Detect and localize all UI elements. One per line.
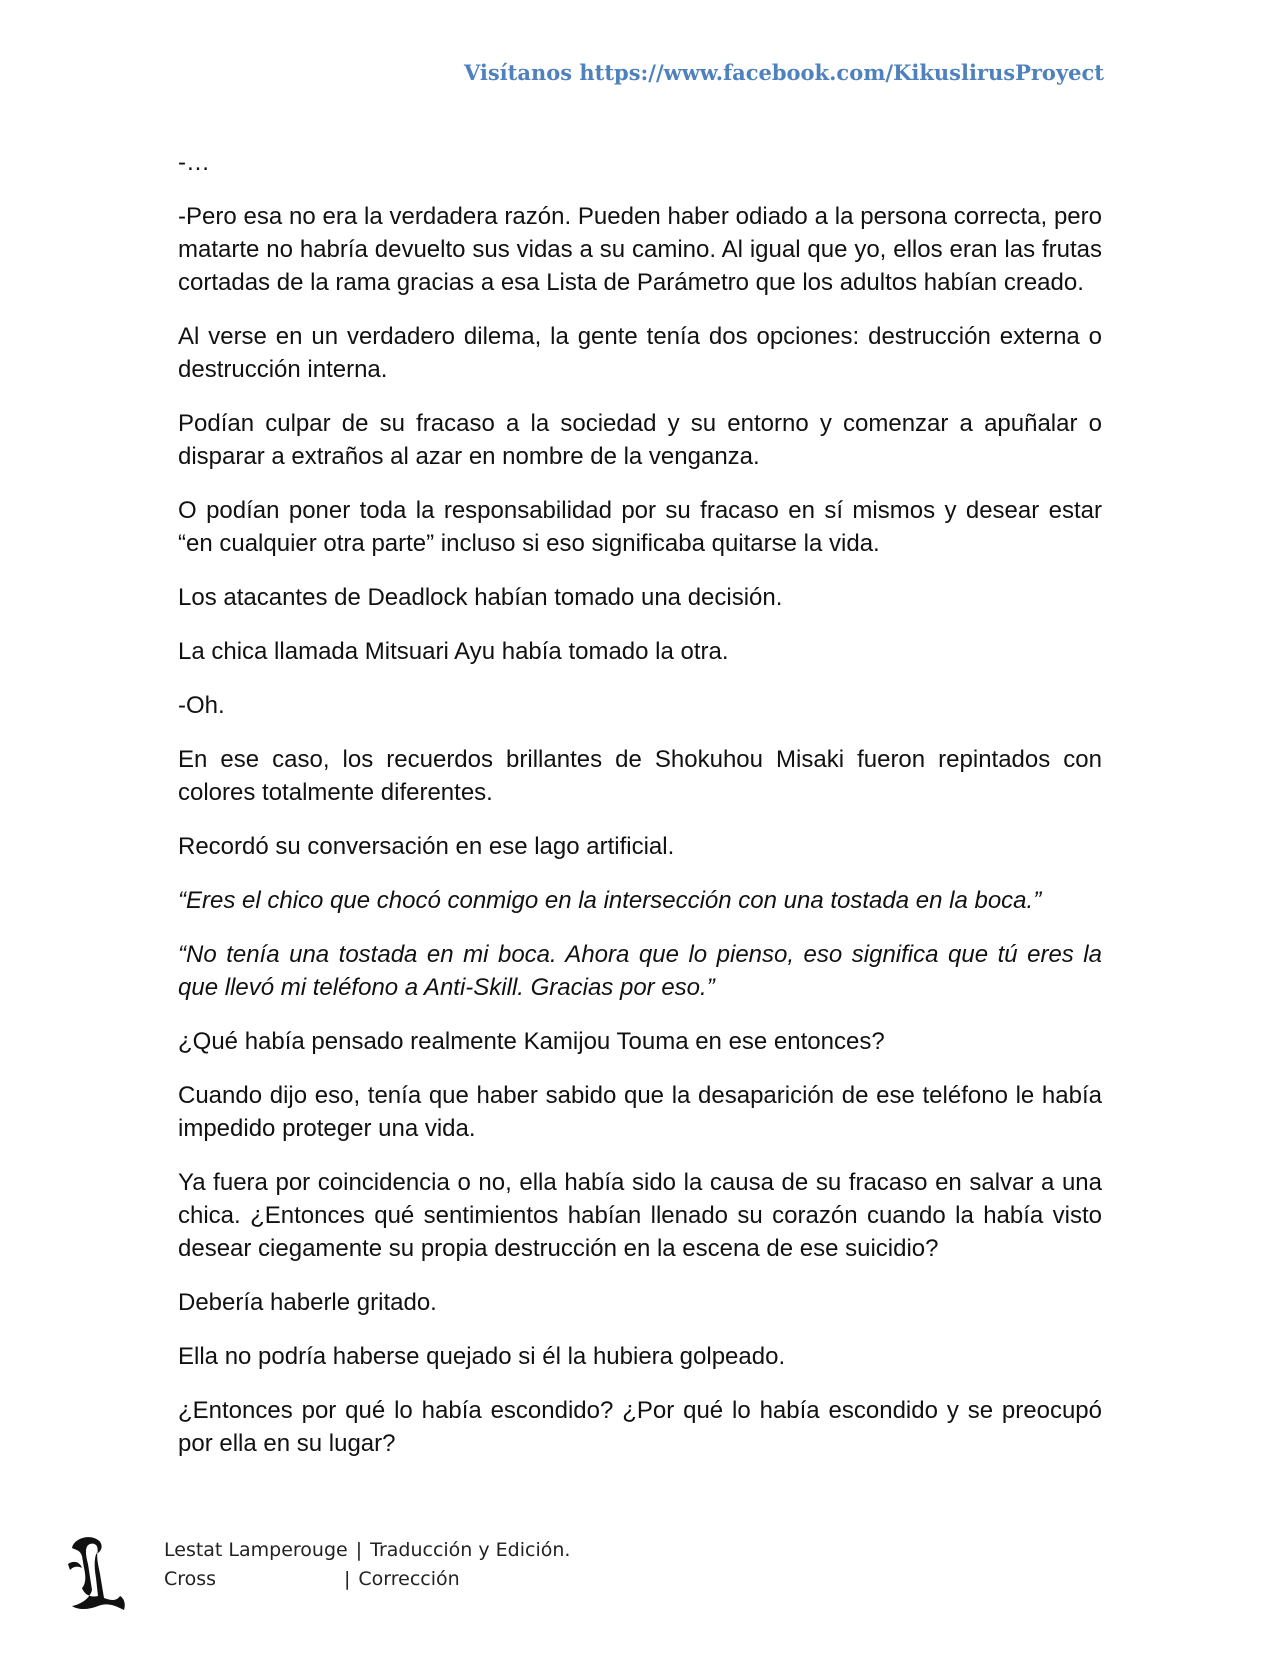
- paragraph: O podían poner toda la responsabilidad por su fracaso en sí mismos y desear estar “en cualquier otra parte” incluso si eso significaba quitarse la vida.: [178, 497, 1102, 557]
- credit-separator: |: [355, 1539, 363, 1561]
- footer-credit-row: [164, 1536, 570, 1565]
- paragraph: “Eres el chico que chocó conmigo en la intersección con una tostada en la boca.”: [178, 887, 1042, 914]
- paragraph: Podían culpar de su fracaso a la sociedad y su entorno y comenzar a apuñalar o disparar a extraños al azar en nombre de la venganza.: [178, 410, 1102, 470]
- document-body: [178, 146, 1102, 1481]
- paragraph: Al verse en un verdadero dilema, la gente tenía dos opciones: destrucción externa o destrucción interna.: [178, 323, 1102, 383]
- paragraph: Recordó su conversación en ese lago artificial.: [178, 833, 675, 860]
- credit-role: Traducción y Edición.: [370, 1539, 571, 1561]
- paragraph: Cuando dijo eso, tenía que haber sabido que la desaparición de ese teléfono le había impedido proteger una vida.: [178, 1082, 1102, 1142]
- paragraph: Los atacantes de Deadlock habían tomado una decisión.: [178, 584, 783, 611]
- paragraph: La chica llamada Mitsuari Ayu había tomado la otra.: [178, 638, 729, 665]
- paragraph: ¿Entonces por qué lo había escondido? ¿Por qué lo había escondido y se preocupó por ella en su lugar?: [178, 1397, 1102, 1457]
- paragraph: En ese caso, los recuerdos brillantes de Shokuhou Misaki fueron repintados con colores totalmente diferentes.: [178, 746, 1102, 806]
- footer-credits: [164, 1536, 570, 1594]
- footer-credit-row: [164, 1565, 570, 1594]
- credit-role: Corrección: [358, 1568, 460, 1590]
- paragraph: “No tenía una tostada en mi boca. Ahora que lo pienso, eso significa que tú eres la que llevó mi teléfono a Anti-Skill. Gracias por eso.”: [178, 941, 1102, 1001]
- paragraph: -Oh.: [178, 692, 225, 719]
- paragraph: -Pero esa no era la verdadera razón. Pueden haber odiado a la persona correcta, pero matarte no habría devuelto sus vidas a su camino. Al igual que yo, ellos eran las frutas cortadas de la rama gracias a esa Lista de Parámetro que los adultos habían creado.: [178, 203, 1102, 296]
- page-header-link: Visítanos https://www.facebook.com/KikuslirusProyect: [463, 60, 1104, 85]
- paragraph: Debería haberle gritado.: [178, 1289, 437, 1316]
- paragraph: ¿Qué había pensado realmente Kamijou Touma en ese entonces?: [178, 1028, 885, 1055]
- credit-name: Lestat Lamperouge: [164, 1539, 348, 1561]
- gothic-letter-l-logo-icon: [64, 1534, 130, 1614]
- paragraph: Ella no podría haberse quejado si él la hubiera golpeado.: [178, 1343, 786, 1370]
- credit-separator: |: [344, 1568, 351, 1590]
- credit-name: Cross: [164, 1568, 217, 1590]
- paragraph: -…: [178, 149, 210, 176]
- paragraph: Ya fuera por coincidencia o no, ella había sido la causa de su fracaso en salvar a una chica. ¿Entonces qué sentimientos habían llenado su corazón cuando la había visto desear ciegamente su propia destrucción en la escena de ese suicidio?: [178, 1169, 1102, 1262]
